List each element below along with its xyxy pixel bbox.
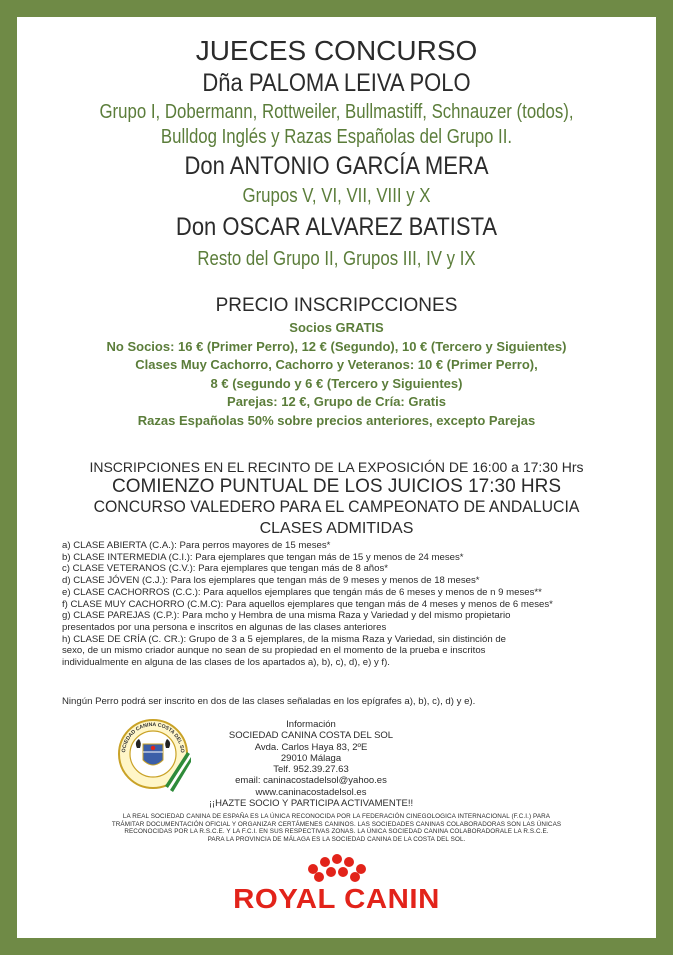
comienzo-text: COMIENZO PUNTUAL DE LOS JUICIOS 17:30 HRS [111,476,562,497]
clase-line: sexo, de un mismo criador aunque no sean de su propiedad en el momento de la prueba e inscritos [62,645,486,657]
fine-print [77,813,596,843]
price-title: PRECIO INSCRIPCCIONES [215,295,458,316]
clase-line: b) CLASE INTERMEDIA (C.I.): Para ejemplares que tengan más de 15 y menos de 24 meses* [62,551,464,563]
judge-name-3: Don OSCAR ALVAREZ BATISTA [175,213,498,241]
price-line: Parejas: 12 €, Grupo de Cría: Gratis [227,394,446,409]
judge-groups-2: Grupos V, VI, VII, VIII y X [242,185,431,207]
fine-print-line: PARA LA PROVINCIA DE MÁLAGA ES LA SOCIEDAD CANINA DE LA COSTA DEL SOL. [207,835,466,843]
fine-print-line: RECONOCIDAS POR LA R.S.C.E. Y LA F.C.I. EN SUS RESPECTIVAS ZONAS. LA ÚNICA SOCIEDAD CANINA COLABORADORALE LA R.S.C.E. [124,828,549,836]
clase-line: h) CLASE DE CRÍA (C. CR.): Grupo de 3 a 5 ejemplares, de la misma Raza y Variedad, sin distinción de [62,633,506,645]
page-title: JUECES CONCURSO [195,35,478,66]
price-line: 8 € (segundo y 6 € (Tercero y Siguientes) [210,375,463,391]
clase-line: e) CLASE CACHORROS (C.C.): Para aquellos ejemplares que tengán más de 6 meses y menos de n 9 meses** [62,586,542,598]
clase-line: presentados por una persona e inscritos en algunas de las clases anteriores [62,621,387,633]
clases-title: CLASES ADMITIDAS [259,520,414,537]
brand-logo: ROYAL CANIN [233,883,440,914]
clase-line: f) CLASE MUY CACHORRO (C.M.C): Para aquellos ejemplares que tengan más de 4 meses y menos de 6 meses* [62,598,553,610]
clase-line: d) CLASE JÓVEN (C.J.): Para los ejemplares que tengan más de 9 meses y menos de 18 meses* [62,575,480,587]
clase-line: individualmente en alguna de las clases de los apartados a), b), c), d), e) y f). [62,657,390,669]
crown-icon [297,853,377,885]
judge-name-2: Don ANTONIO GARCÍA MERA [184,152,489,180]
judge-groups-1a: Grupo I, Dobermann, Rottweiler, Bullmastiff, Schnauzer (todos), [99,101,574,123]
fine-print-line: LA REAL SOCIEDAD CANINA DE ESPAÑA ES LA ÚNICA RECONOCIDA POR LA FEDERACIÓN CINEGOLOGICA INTERNACIONAL (F.C.I.) PARA [122,813,551,820]
clase-line: g) CLASE PAREJAS (C.P.): Para mcho y Hembra de una misma Raza y Variedad y del mismo propietario [62,610,511,622]
judge-groups-3: Resto del Grupo II, Grupos III, IV y IX [197,248,476,270]
info-slogan: ¡¡HAZTE SOCIO Y PARTICIPA ACTIVAMENTE!! [208,798,414,810]
price-list [17,319,656,430]
judge-name-1: Dña PALOMA LEIVA POLO [202,69,471,97]
svg-text:SOCIEDAD CANINA COSTA DEL SOL: OCIEDAD CANINA COSTA DEL SO [120,721,186,754]
info-city: 29010 Málaga [280,752,342,764]
price-line: Socios GRATIS [289,320,384,335]
inscripciones-text: INSCRIPCIONES EN EL RECINTO DE LA EXPOSICIÓN DE 16:00 a 17:30 Hrs [89,459,584,475]
info-email: email: caninacostadelsol@yahoo.es [235,775,387,787]
info-address: Avda. Carlos Haya 83, 2ºE [254,741,368,753]
info-phone: Telf. 952.39.27.63 [273,764,349,776]
society-seal-logo [115,714,191,792]
valedero-text: CONCURSO VALEDERO PARA EL CAMPEONATO DE ANDALUCIA [93,497,580,516]
clase-line: a) CLASE ABIERTA (C.A.): Para perros mayores de 15 meses* [62,540,331,551]
clases-list [62,540,553,669]
clases-note: Ningún Perro podrá ser inscrito en dos de las clases señaladas en los epígrafes a), b), c), d) y e). [62,696,476,707]
price-line: Razas Españolas 50% sobre precios anteriores, excepto Parejas [137,412,536,428]
price-line: No Socios: 16 € (Primer Perro), 12 € (Segundo), 10 € (Tercero y Siguientes) [106,338,567,354]
price-line: Clases Muy Cachorro, Cachorro y Veteranos: 10 € (Primer Perro), [135,357,538,372]
poster [17,17,656,938]
info-heading: Información [286,719,336,730]
judge-groups-1b: Bulldog Inglés y Razas Españolas del Grupo II. [160,126,513,148]
contact-info [187,719,435,809]
info-website: www.caninacostadelsol.es [255,786,367,798]
fine-print-line: TRÁMITAR DOCUMENTACIÓN OFICIAL Y ORGANIZAR CERTÁMENES CANINOS. LAS SOCIEDADES CANINAS COLABORADORAS SON LAS ÚNICAS [111,820,562,828]
info-society: SOCIEDAD CANINA COSTA DEL SOL [228,730,394,742]
clase-line: c) CLASE VETERANOS (C.V.): Para ejemplares que tengan más de 8 años* [62,563,388,575]
